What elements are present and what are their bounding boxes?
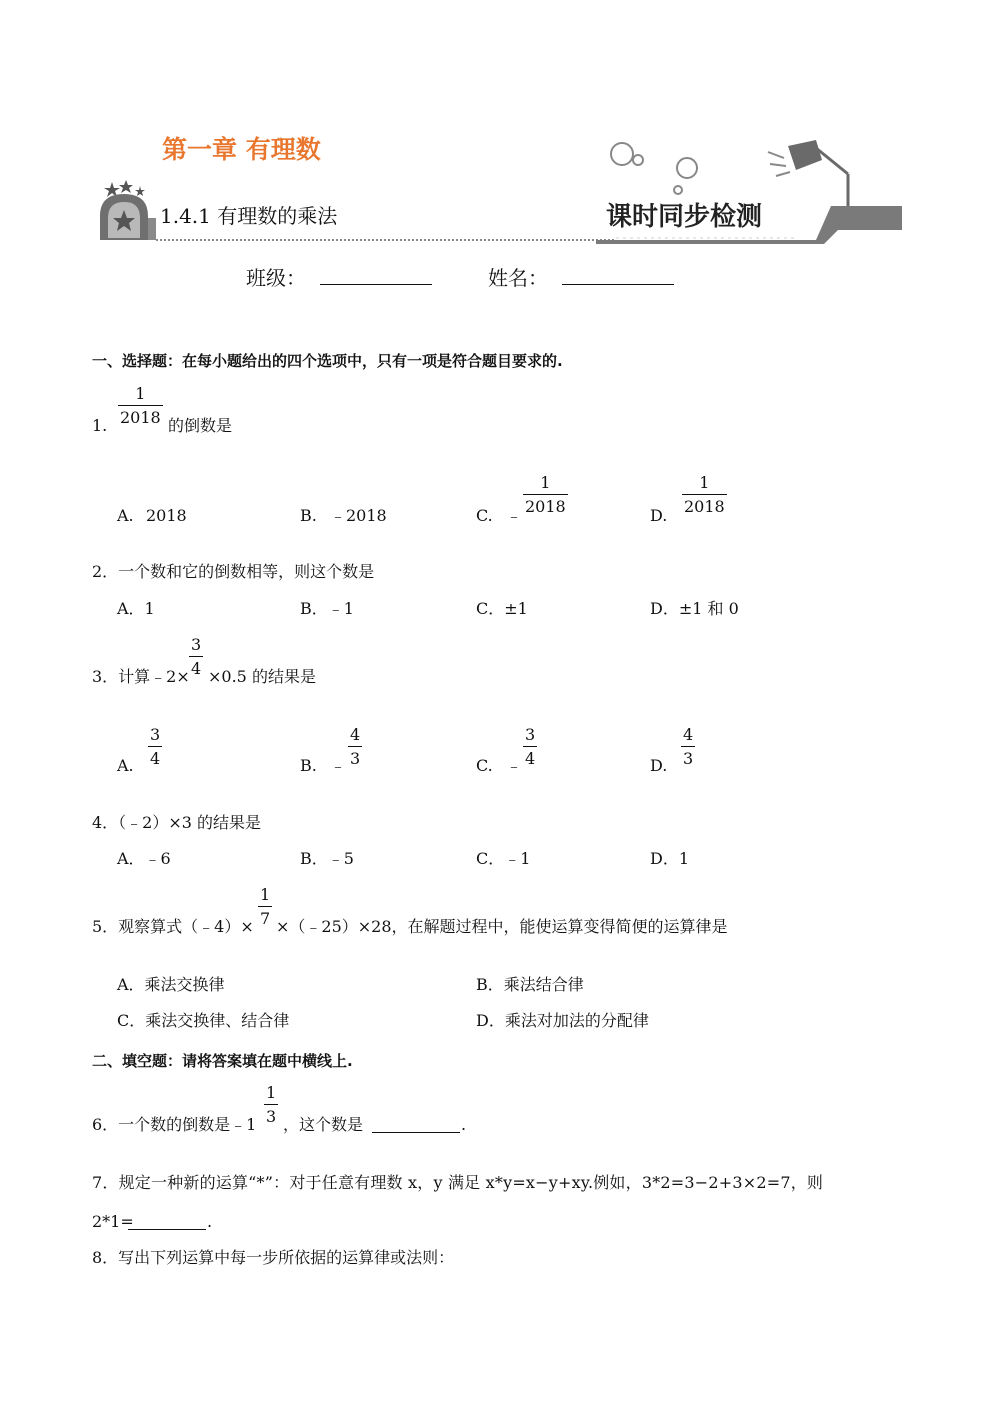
q6-suffix: ，这个数是 bbox=[283, 1115, 364, 1134]
section1-heading: 一、选择题：在每小题给出的四个选项中，只有一项是符合题目要求的. bbox=[92, 352, 563, 370]
q6-end: . bbox=[461, 1115, 467, 1134]
q4-option-d[interactable]: D．1 bbox=[650, 849, 690, 868]
q2-option-a[interactable]: A．1 bbox=[117, 599, 155, 618]
q3-option-a-label: A. bbox=[117, 756, 134, 775]
q1-option-b-label: B. bbox=[300, 506, 317, 525]
q7-answer-line[interactable] bbox=[128, 1215, 206, 1230]
q1-frac-num: 1 bbox=[135, 384, 146, 403]
desk-lamp-icon bbox=[768, 140, 848, 206]
q3-prefix: 3．计算﹣2× bbox=[92, 667, 190, 686]
q6-prefix: 6．一个数的倒数是﹣1 bbox=[92, 1115, 257, 1134]
q1-d-den: 2018 bbox=[684, 497, 725, 516]
q5-fraction bbox=[258, 886, 272, 928]
chapter-title: 第一章 有理数 bbox=[162, 135, 321, 164]
q1-text: 的倒数是 bbox=[168, 416, 233, 435]
q3-c-num: 3 bbox=[525, 725, 536, 744]
q3-option-c-label: C. bbox=[476, 756, 493, 775]
section2-heading: 二、填空题：请将答案填在题中横线上. bbox=[92, 1052, 353, 1070]
q3-option-b-label: B. bbox=[300, 756, 317, 775]
q4-option-c[interactable]: C．﹣1 bbox=[476, 849, 531, 868]
q3-frac-den: 4 bbox=[191, 659, 202, 678]
q5-prefix: 5．观察算式（﹣4）× bbox=[92, 917, 254, 936]
bubble-icon bbox=[677, 158, 697, 178]
q1-option-d[interactable] bbox=[682, 474, 727, 516]
name-label: 姓名： bbox=[488, 266, 548, 290]
q3-b-den: 3 bbox=[350, 749, 361, 768]
q2-option-d[interactable]: D．±1 和 0 bbox=[650, 599, 739, 618]
q5-frac-num: 1 bbox=[260, 885, 271, 904]
q1-option-a[interactable]: 2018 bbox=[146, 506, 187, 525]
star-icon bbox=[119, 180, 133, 193]
q5-option-a[interactable]: A．乘法交换律 bbox=[117, 975, 225, 994]
q1-option-b[interactable]: ﹣2018 bbox=[330, 506, 387, 525]
q3-suffix: ×0.5 的结果是 bbox=[208, 667, 316, 686]
q5-option-d[interactable]: D．乘法对加法的分配律 bbox=[476, 1011, 649, 1030]
q3-option-b-sign: ﹣ bbox=[330, 756, 347, 775]
q3-a-num: 3 bbox=[150, 725, 161, 744]
q2-option-b[interactable]: B．﹣1 bbox=[300, 599, 354, 618]
q6-frac-num: 1 bbox=[266, 1083, 277, 1102]
q5-option-b[interactable]: B．乘法结合律 bbox=[476, 975, 584, 994]
q5-option-c[interactable]: C．乘法交换律、结合律 bbox=[117, 1011, 290, 1030]
q6-frac-den: 3 bbox=[266, 1107, 277, 1126]
bubble-icon bbox=[674, 186, 682, 194]
q1-option-c[interactable] bbox=[523, 474, 568, 516]
q4-text: 4．（﹣2）×3 的结果是 bbox=[92, 813, 262, 832]
q1-option-c-label: C. bbox=[476, 506, 493, 525]
q3-c-den: 4 bbox=[525, 749, 536, 768]
q4-option-a[interactable]: A．﹣6 bbox=[117, 849, 171, 868]
q3-fraction bbox=[189, 636, 203, 678]
q7-end: . bbox=[207, 1212, 213, 1231]
q3-d-num: 4 bbox=[683, 725, 694, 744]
bubble-icon bbox=[611, 143, 633, 165]
q1-fraction bbox=[118, 385, 163, 427]
name-input-line[interactable] bbox=[562, 270, 674, 285]
class-label: 班级： bbox=[246, 266, 306, 290]
q1-c-den: 2018 bbox=[525, 497, 566, 516]
q1-option-d-label: D. bbox=[650, 506, 668, 525]
q3-option-d[interactable] bbox=[681, 726, 695, 768]
q3-d-den: 3 bbox=[683, 749, 694, 768]
q6-answer-line[interactable] bbox=[372, 1118, 460, 1133]
q3-option-d-label: D. bbox=[650, 756, 668, 775]
q1-option-a-label: A. bbox=[117, 506, 134, 525]
q8-text: 8．写出下列运算中每一步所依据的运算律或法则： bbox=[92, 1248, 455, 1267]
q7-line2-prefix: 2*1= bbox=[92, 1212, 134, 1231]
q7-line1: 7．规定一种新的运算“*”：对于任意有理数 x，y 满足 x*y=x−y+xy.例如，3*2=3−2+3×2=7，则 bbox=[92, 1173, 824, 1192]
q2-text: 2．一个数和它的倒数相等，则这个数是 bbox=[92, 562, 375, 581]
star-icon bbox=[135, 186, 145, 196]
q1-number: 1. bbox=[92, 416, 108, 435]
q3-option-c-sign: ﹣ bbox=[506, 756, 523, 775]
q5-suffix: ×（﹣25）×28，在解题过程中，能使运算变得简便的运算律是 bbox=[276, 917, 728, 936]
q5-frac-den: 7 bbox=[260, 909, 271, 928]
q4-option-b[interactable]: B．﹣5 bbox=[300, 849, 354, 868]
q1-frac-den: 2018 bbox=[120, 408, 161, 427]
banner-text: 课时同步检测 bbox=[606, 202, 763, 232]
q3-frac-num: 3 bbox=[191, 635, 202, 654]
q3-b-num: 4 bbox=[350, 725, 361, 744]
q3-option-a[interactable] bbox=[148, 726, 162, 768]
bubble-icon bbox=[633, 155, 643, 165]
q3-option-c[interactable] bbox=[523, 726, 537, 768]
section-title: 1.4.1 有理数的乘法 bbox=[160, 204, 338, 228]
q3-option-b[interactable] bbox=[348, 726, 362, 768]
q1-option-c-sign: ﹣ bbox=[506, 506, 523, 525]
q1-c-num: 1 bbox=[540, 473, 551, 492]
q3-a-den: 4 bbox=[150, 749, 161, 768]
q2-option-c[interactable]: C．±1 bbox=[476, 599, 528, 618]
q6-fraction bbox=[264, 1084, 278, 1126]
q1-d-num: 1 bbox=[699, 473, 710, 492]
class-input-line[interactable] bbox=[320, 270, 432, 285]
